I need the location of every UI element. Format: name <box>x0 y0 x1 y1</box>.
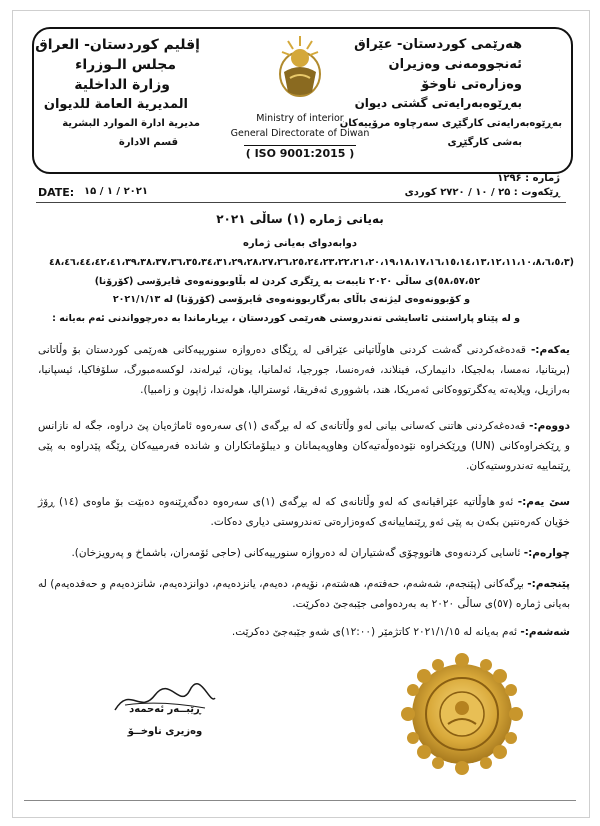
kurdish-date: ڕێکەوت : ۲۵ / ۱۰ / ۲۷۲۰ کوردی <box>404 187 560 198</box>
committee-meeting-line: و کۆبوونەوەی لیژنەی باڵای بەرگاربوونەوەی ڤایرۆسی (کۆرۆنا) لە ٢٠٢١/١/١٣ <box>112 294 470 305</box>
clause-3-label: سێ یەم:- <box>517 496 571 508</box>
clause-5-label: پێنجەم:- <box>527 578 570 590</box>
clause-4-label: چوارەم:- <box>523 547 570 559</box>
kurdish-council-title: ئەنجوومەنی وەزیران <box>388 57 522 72</box>
clause-2 <box>38 416 570 476</box>
clause-6-label: شەشەم:- <box>520 626 570 638</box>
arabic-admin-section: قسم الادارة <box>118 137 178 148</box>
clause-6 <box>38 622 570 642</box>
kurdish-ministry-title: وەزارەتی ناوخۆ <box>421 77 522 92</box>
document-number: ژمارە : ۱۲۹۶ <box>497 173 560 184</box>
arabic-directorate-title: المديرية العامة للديوان <box>43 97 188 112</box>
kurdish-admin-section: بەشی کارگێڕی <box>447 137 522 148</box>
gold-seal-icon <box>398 650 526 778</box>
statement-subtitle: دوابەدوای بەیانی ژمارە <box>242 238 358 249</box>
signatory-name: ڕێبــەر ئەحمەد <box>129 704 201 715</box>
signatory-title: وەزیری ناوخــۆ <box>127 726 203 737</box>
iso-badge: ( ISO 9001:2015 ) <box>245 147 355 160</box>
statement-title: بەیانی ژمارە (۱) ساڵی ۲۰۲۱ <box>216 212 384 226</box>
date-label: DATE: <box>38 186 75 199</box>
directorate-english-title: General Directorate of Diwan <box>230 128 370 139</box>
clause-1-text: قەدەغەکردنی گەشت کردنی هاوڵاتیانی عێراقی لە ڕێگای دەروازە سنورییەکانی هەرێمی کوردستان بۆ وڵاتانی (بریتانیا، نەمسا، بەلجیکا، دانیمارک، فینلاند، فەرەنسا، جورجیا، ئەلمانیا، یونان، ئیرلەند، لوکسەمبورگ، سلۆفاکیا، ئیسپانیا، بەرازیل، ویلایەتە یەکگرتووەکانی ئەمریکا، هند، باشووری ئەفریقا، ئوستراليا، هولەندا، ژاپون و زامبیا). <box>38 344 570 396</box>
clause-4 <box>38 543 570 563</box>
arabic-region-title: إقليم كوردستان- العراق <box>35 37 200 53</box>
header-divider <box>36 202 566 203</box>
clause-1 <box>38 340 570 400</box>
clause-3 <box>38 492 570 532</box>
previous-statements-numbers: (٤٨،٤٦،٤٤،٤٢،٤١،٣٩،٣٨،٣٧،٣٦،٣٥،٣٤،٣١،٢٩،٢٨،٢٧،٢٦،٢٥،٢٤،٢٣،٢٢،٢١،٢٠،١٩،١٨،١٧،١٦،١٥،١٤،١٣،١٢،١١،١٠،٨،٦،٥،٣ <box>49 257 574 268</box>
intro-line: و لە پێناو پاراستنی ئاسایشی تەندروستی هەرێمی کوردستان ، بڕیارماندا بە دەرچوواندنی ئەم بەیانە : <box>52 313 520 324</box>
clause-5 <box>38 574 570 614</box>
kurdish-region-title: هەرێمی کوردستان- عێراق <box>354 37 522 52</box>
date-value: ۲۰۲۱ / ۱ / ۱۵ <box>84 186 148 197</box>
kurdish-hr-directorate: بەڕێوەبەرایەتی کارگێڕی سەرچاوە مرۆییەکان <box>339 118 562 129</box>
clause-2-label: دووەم:- <box>529 420 570 432</box>
clause-3-text: ئەو هاوڵاتیە عێراقیانەی کە لەو وڵاتانەی کە لە بڕگەی (۱)ی سەرەوە دەگەڕێنەوە دەبێت بۆ ماوەی (١٤) ڕۆژ خۆیان کەرەنتین بکەن بە پێی ئەو ڕێنماییانەی کەوەزارەتی تەندروستی دیاری دەکات. <box>38 496 570 528</box>
arabic-ministry-title: وزارة الداخلية <box>74 77 170 93</box>
clause-2-text: قەدەغەکردنی هاتنی کەسانی بیانی لەو وڵاتانەی کە لە بڕگەی (۱)ی سەرەوە ئاماژەیان پێ دراوە، جگە لە نازانس و ڕێکخراوەکانی (UN) وڕێکخراوە نێودەوڵەتیەکان وهاوپەیمانان و دیبلۆماتکاران و شاندە فەرمییەکان ڕێگە پێدراوە بە پێی ڕێنماییە تەندروستیەکان. <box>38 420 570 472</box>
footer-divider <box>24 800 576 801</box>
previous-statements-continued: ٥٨،٥٧،٥٢)ی ساڵی ٢٠٢٠ تایبەت بە ڕێگری کردن لە بڵاوبوونەوەی ڤایرۆسی (کۆرۆنا) <box>94 276 480 287</box>
kurdistan-emblem-icon <box>276 32 324 102</box>
clause-6-text: ئەم بەیانە لە ٢٠٢١/١/١٥ کاتژمێر (١٢:٠٠)ی شەو جێبەجێ دەکرێت. <box>231 626 521 638</box>
clause-4-text: ئاسایی کردنەوەی هاتووچۆی گەشتیاران لە دەروازە سنورییەکانی (حاجی ئۆمەران، باشماخ و پەرویزخان). <box>71 547 524 559</box>
arabic-hr-directorate: مديرية ادارة الموارد البشرية <box>62 118 200 129</box>
arabic-council-title: مجلس الـوزراء <box>75 57 176 73</box>
clause-1-label: یەکەم:- <box>530 344 570 356</box>
ministry-english-title: Ministry of interior <box>256 113 344 124</box>
clause-5-text: بڕگەکانی (پێنجەم، شەشەم، حەفتەم، هەشتەم، نۆیەم، دەیەم، یانزدەیەم، دوانزدەیەم، شانزدەیەم و حەفدەیەم) لە بەیانی ژمارە (٥٧)ی ساڵی ٢٠٢٠ بە بەردەوامی جێبەجێ دەکرێت. <box>38 578 570 610</box>
kurdish-directorate-title: بەڕێوەبەرایەتی گشتی دیوان <box>354 96 522 110</box>
